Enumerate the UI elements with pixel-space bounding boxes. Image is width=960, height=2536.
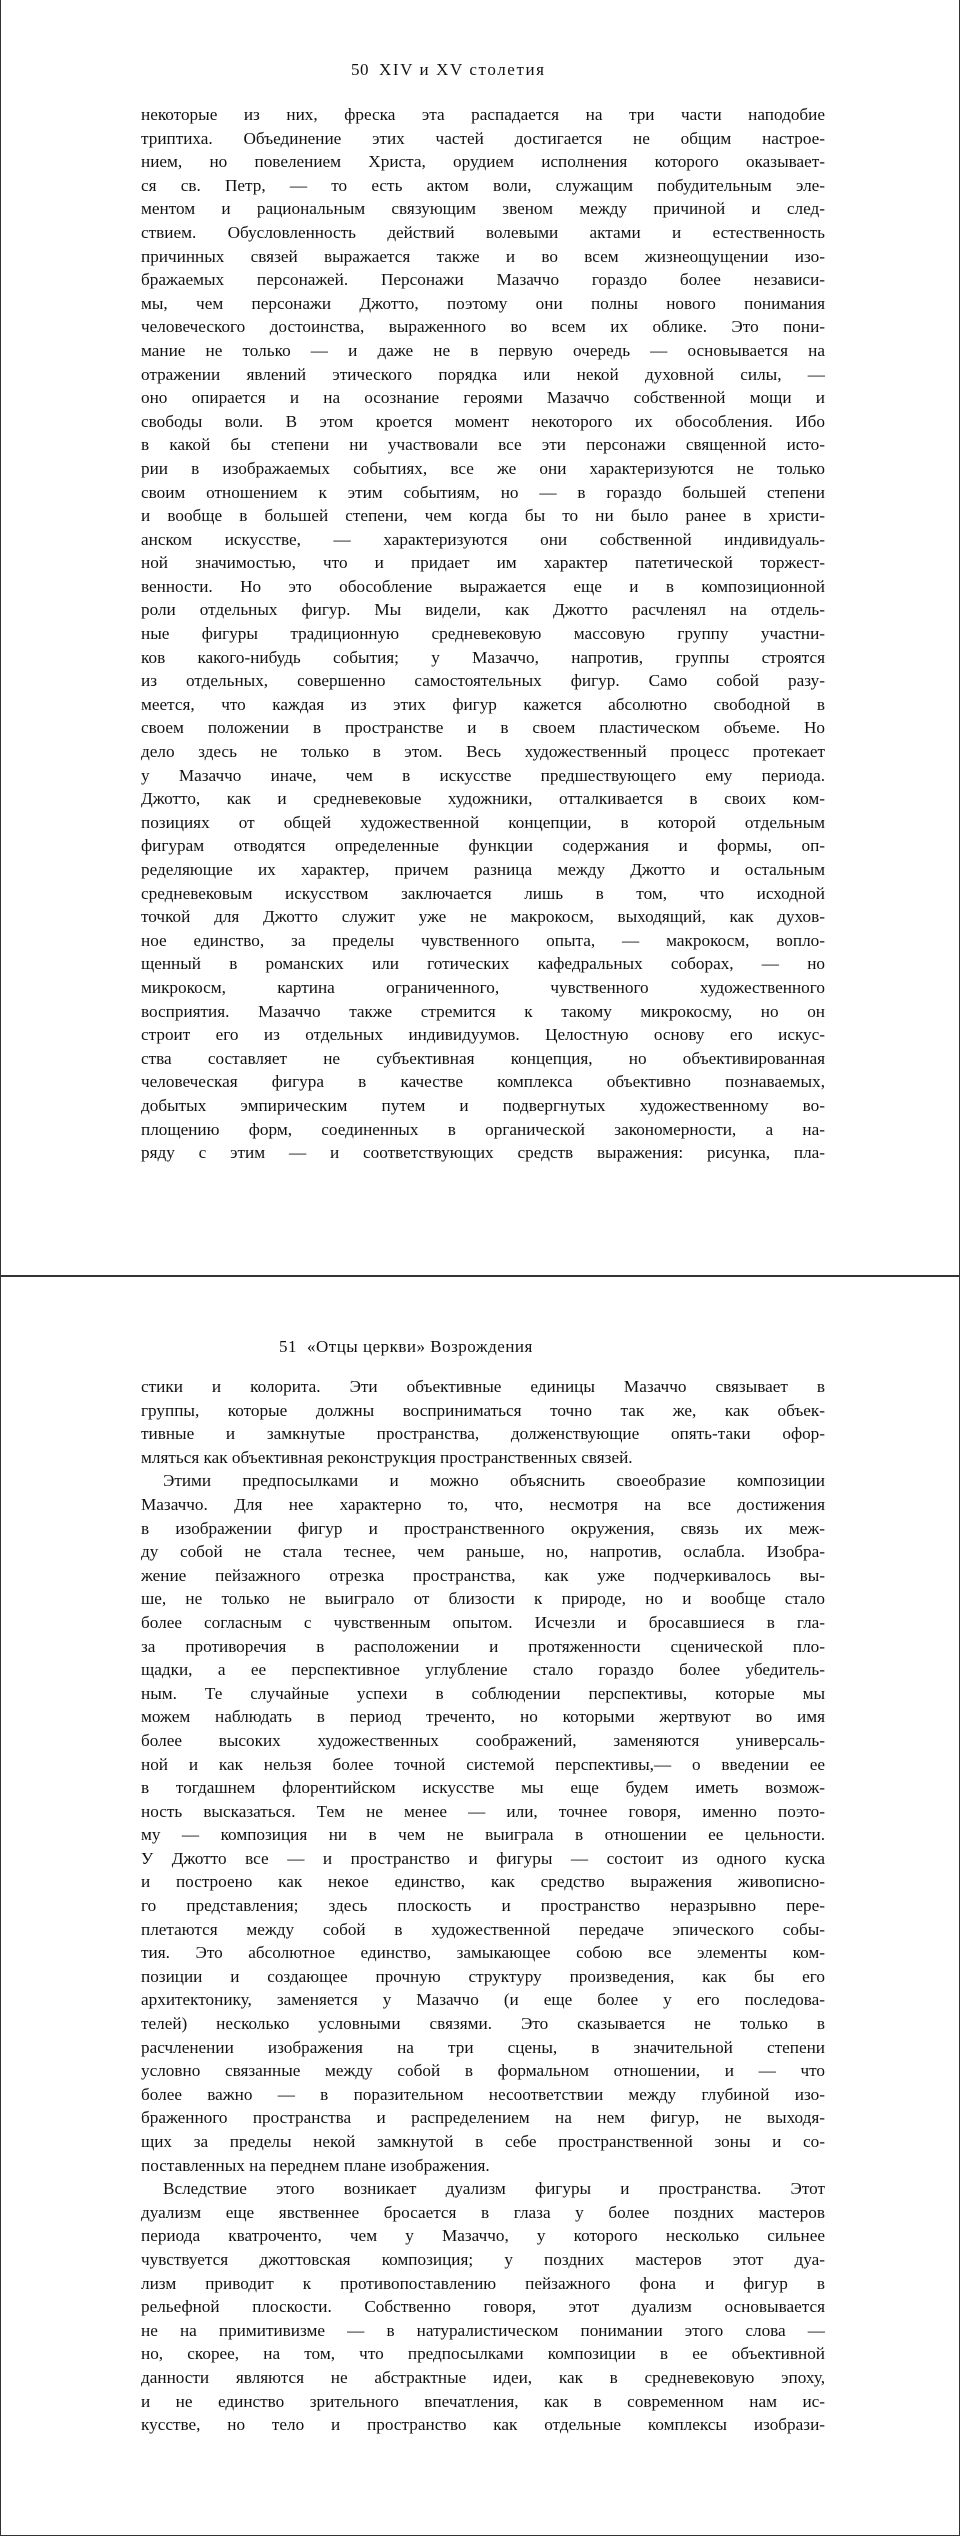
text-line: мы, чем персонажи Джотто, поэтому они полны нового понимания bbox=[141, 293, 825, 313]
text-line: ствием. Обусловленность действий волевыми актами и естественность bbox=[141, 222, 825, 242]
text-line: Мазаччо. Для нее характерно то, что, несмотря на все достижения bbox=[141, 1494, 825, 1514]
text-line: ным. Те случайные успехи в соблюдении перспективы, которые мы bbox=[141, 1683, 825, 1703]
text-line: Джотто, как и средневековые художники, отталкивается в своих ком- bbox=[141, 789, 825, 809]
text-line: у Мазаччо иначе, чем в искусстве предшествующего ему периода. bbox=[141, 765, 825, 785]
text-line: данности являются не абстрактные идеи, как в средневековую эпоху, bbox=[141, 2367, 825, 2387]
text-line: чувствуется джоттовская композиция; у поздних мастеров этот дуа- bbox=[141, 2249, 825, 2269]
text-line: рии в изображаемых событиях, все же они характеризуются не только bbox=[141, 458, 825, 478]
paragraph-first-line: Вследствие этого возникает дуализм фигуры и пространства. Этот bbox=[163, 2179, 825, 2199]
body-text bbox=[141, 103, 825, 1165]
text-line: строит его из отдельных индивидуумов. Целостную основу его искус- bbox=[141, 1025, 825, 1045]
text-line: в изображении фигур и пространственного окружения, связь их меж- bbox=[141, 1518, 825, 1538]
text-line: щих за пределы некой замкнутой в себе пространственной зоны и со- bbox=[141, 2132, 825, 2151]
text-line: позициях от общей художественной концепции, в которой отдельным bbox=[141, 812, 825, 832]
page-number: 51 bbox=[279, 1337, 297, 1356]
text-line: в какой бы степени ни участвовали все эти персонажи священной исто- bbox=[141, 435, 825, 455]
text-line: нием, но повелением Христа, орудием исполнения которого оказывает- bbox=[141, 152, 825, 172]
text-line: позиции и создающее прочную структуру произведения, как бы его bbox=[141, 1966, 825, 1986]
text-line: щенный в романских или готических кафедральных соборах, — но bbox=[141, 954, 825, 974]
text-line: тия. Это абсолютное единство, замыкающее собою все элементы ком- bbox=[141, 1943, 825, 1963]
text-line: стики и колорита. Эти объективные единицы Мазаччо связывает в bbox=[141, 1377, 825, 1396]
text-line: фигурам отводятся определенные функции содержания и формы, оп- bbox=[141, 836, 825, 856]
text-line: тивные и замкнутые пространства, долженствующие опять-таки офор- bbox=[141, 1424, 825, 1444]
text-line: дело здесь не только в этом. Весь художественный процесс протекает bbox=[141, 742, 825, 762]
text-line: более важно — в поразительном несоответствии между глубиной изо- bbox=[141, 2084, 825, 2104]
running-head-title: XIV и XV столетия bbox=[379, 60, 546, 79]
text-line: браженного пространства и распределением на нем фигур, не выходя- bbox=[141, 2108, 825, 2128]
text-line: условно связанные между собой в формальном отношении, и — что bbox=[141, 2061, 825, 2081]
text-line: площению форм, соединенных в органической закономерности, а на- bbox=[141, 1119, 825, 1139]
text-line: человеческого достоинства, выраженного во всем их облике. Это пони- bbox=[141, 317, 825, 337]
text-line: У Джотто все — и пространство и фигуры — состоит из одного куска bbox=[141, 1848, 825, 1868]
text-line: ства составляет не субъективная концепция, но объективированная bbox=[141, 1048, 825, 1068]
text-line: меется, что каждая из этих фигур кажется абсолютно свободной в bbox=[141, 694, 825, 714]
text-line: триптиха. Объединение этих частей достигается не общим настрое- bbox=[141, 128, 825, 148]
text-line: не на примитивизме — в натуралистическом понимании этого слова — bbox=[141, 2320, 825, 2340]
text-line: ное единство, за пределы чувственного опыта, — макрокосм, вопло- bbox=[141, 930, 825, 950]
text-line: плетаются между собой в художественной передаче эпического собы- bbox=[141, 1919, 825, 1939]
text-line: рельефной плоскости. Собственно говоря, этот дуализм основывается bbox=[141, 2297, 825, 2317]
text-line: ше, не только не выиграло от близости к природе, но и вообще стало bbox=[141, 1589, 825, 1609]
text-line: ду собой не стала теснее, чем раньше, но, напротив, ослабла. Изобра- bbox=[141, 1542, 825, 1562]
text-line: поставленных на переднем плане изображения. bbox=[141, 2155, 490, 2175]
text-line: группы, которые должны восприниматься точно так же, как объек- bbox=[141, 1400, 825, 1420]
page-51 bbox=[0, 1276, 960, 2536]
text-line: му — композиция ни в чем не выиграла в отношении ее цельности. bbox=[141, 1825, 825, 1845]
text-line: свободы воли. В этом кроется момент некоторого их обособления. Ибо bbox=[141, 411, 825, 431]
text-line: ся св. Петр, — то есть актом воли, служащим побудительным эле- bbox=[141, 175, 825, 195]
text-line: расчленении изображения на три сцены, в значительной степени bbox=[141, 2037, 825, 2057]
text-line: ные фигуры традиционную средневековую массовую группу участни- bbox=[141, 624, 825, 644]
text-line: архитектонику, заменяется у Мазаччо (и еще более у его последова- bbox=[141, 1990, 825, 2010]
text-line: дуализм еще явственнее бросается в глаза у более поздних мастеров bbox=[141, 2202, 825, 2222]
paragraph-first-line: Этими предпосылками и можно объяснить своеобразие композиции bbox=[163, 1471, 825, 1491]
text-line: восприятия. Мазаччо также стремится к такому микрокосму, но он bbox=[141, 1001, 825, 1021]
text-line: телей) несколько условными связями. Это сказывается не только в bbox=[141, 2014, 825, 2034]
text-line: но, скорее, на том, что предпосылками композиции в ее объективной bbox=[141, 2344, 825, 2364]
text-line: можем наблюдать в период треченто, но которыми жертвуют во имя bbox=[141, 1707, 825, 1727]
text-line: анском искусстве, — характеризуются они собственной индивидуаль- bbox=[141, 529, 825, 549]
text-line: более высоких художественных соображений, заменяются универсаль- bbox=[141, 1730, 825, 1750]
text-line: жение пейзажного отрезка пространства, как уже подчеркивалось вы- bbox=[141, 1565, 825, 1585]
text-line: венности. Но это обособление выражается еще и в композиционной bbox=[141, 576, 825, 596]
text-line: более согласным с чувственным опытом. Исчезли и бросавшиеся в гла- bbox=[141, 1612, 825, 1632]
text-line: в тогдашнем флорентийском искусстве мы еще будем иметь возмож- bbox=[141, 1778, 825, 1798]
text-line: ность высказаться. Тем не менее — или, точнее говоря, именно поэто- bbox=[141, 1801, 825, 1821]
text-line: ной и как нельзя более точной системой перспективы,— о введении ее bbox=[141, 1754, 825, 1774]
text-line: мание не только — и даже не в первую очередь — основывается на bbox=[141, 340, 825, 360]
page-number: 50 bbox=[351, 60, 369, 79]
text-line: мляться как объективная реконструкция пространственных связей. bbox=[141, 1447, 633, 1467]
text-line: лизм приводит к противопоставлению пейзажного фона и фигур в bbox=[141, 2273, 825, 2293]
text-line: точкой для Джотто служит уже не макрокосм, выходящий, как духов- bbox=[141, 907, 825, 927]
text-line: своим отношением к этим событиям, но — в гораздо большей степени bbox=[141, 482, 825, 502]
body-text bbox=[141, 1375, 825, 2437]
text-line: некоторые из них, фреска эта распадается на три части наподобие bbox=[141, 105, 825, 124]
text-line: ряду с этим — и соответствующих средств выражения: рисунка, пла- bbox=[141, 1143, 825, 1163]
running-head bbox=[279, 1337, 533, 1357]
text-line: и не единство зрительного впечатления, как в современном нам ис- bbox=[141, 2391, 825, 2411]
text-line: оно опирается и на осознание героями Мазаччо собственной мощи и bbox=[141, 388, 825, 408]
text-line: ной значимостью, что и придает им характер патетической торжест- bbox=[141, 553, 825, 573]
text-line: добытых эмпирическим путем и подвергнутых художественному во- bbox=[141, 1095, 825, 1115]
text-line: средневековым искусством заключается лишь в том, что исходной bbox=[141, 883, 825, 903]
text-line: периода кватроченто, чем у Мазаччо, у которого несколько сильнее bbox=[141, 2226, 825, 2246]
text-line: го представления; здесь плоскость и пространство неразрывно пере- bbox=[141, 1896, 825, 1916]
text-line: кусстве, но тело и пространство как отдельные комплексы изобрази- bbox=[141, 2415, 825, 2435]
text-line: причинных связей выражается также и во всем жизнеощущении изо- bbox=[141, 246, 825, 266]
text-line: и построено как некое единство, как средство выражения живописно- bbox=[141, 1872, 825, 1892]
text-line: из отдельных, совершенно самостоятельных фигур. Само собой разу- bbox=[141, 671, 825, 691]
running-head-title: «Отцы церкви» Возрождения bbox=[307, 1337, 533, 1356]
text-line: микрокосм, картина ограниченного, чувственного художественного bbox=[141, 977, 825, 997]
text-line: ков какого-нибудь события; у Мазаччо, напротив, группы строятся bbox=[141, 647, 825, 667]
text-line: ределяющие их характер, причем разница между Джотто и остальным bbox=[141, 860, 825, 879]
running-head bbox=[351, 60, 546, 80]
text-line: бражаемых персонажей. Персонажи Мазаччо гораздо более независи- bbox=[141, 270, 825, 290]
text-line: ментом и рациональным связующим звеном между причиной и след- bbox=[141, 199, 825, 219]
text-line: отражении явлений этического порядка или некой духовной силы, — bbox=[141, 364, 825, 384]
text-line: и вообще в большей степени, чем когда бы то ни было ранее в христи- bbox=[141, 506, 825, 526]
text-line: роли отдельных фигур. Мы видели, как Джотто расчленял на отдель- bbox=[141, 600, 825, 620]
text-line: щадки, а ее перспективное углубление стало гораздо более убедитель- bbox=[141, 1660, 825, 1680]
text-line: человеческая фигура в качестве комплекса объективно познаваемых, bbox=[141, 1072, 825, 1092]
text-line: за противоречия в расположении и протяженности сценической пло- bbox=[141, 1636, 825, 1656]
text-line: своем положении в пространстве и в своем пластическом объеме. Но bbox=[141, 718, 825, 738]
